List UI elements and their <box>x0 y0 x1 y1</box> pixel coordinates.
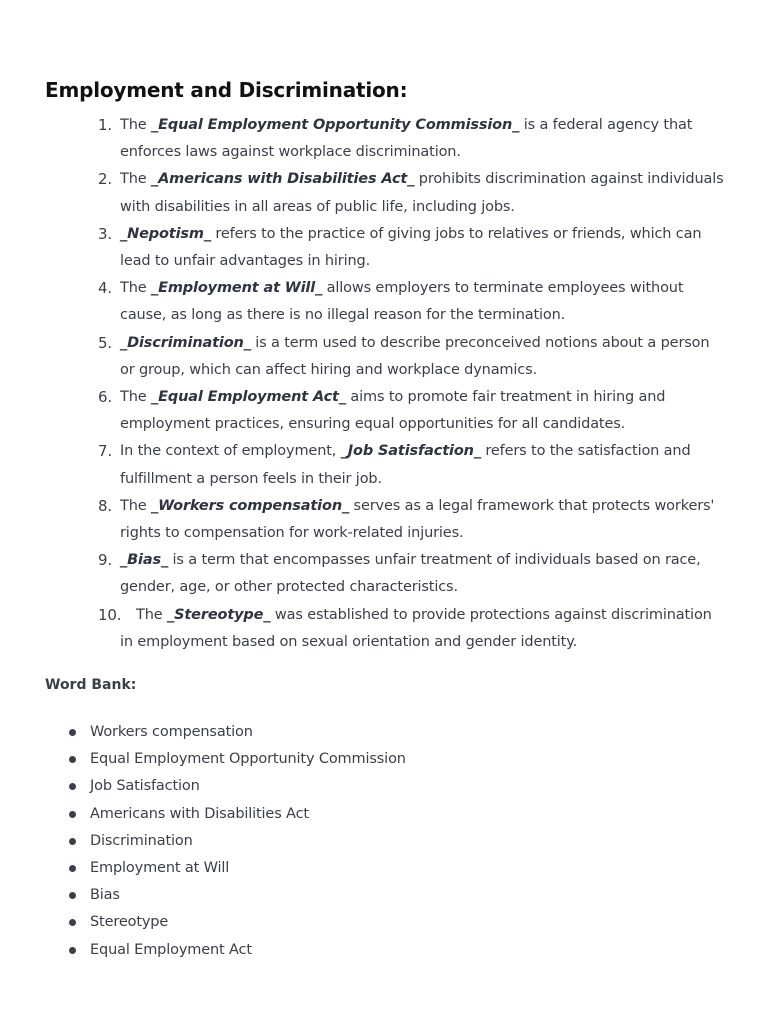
bullet-icon <box>69 756 76 763</box>
question-number: 2. <box>98 170 113 189</box>
bullet-icon <box>69 783 76 790</box>
answer-text: _Discrimination_ <box>120 334 251 351</box>
answer-text: _Equal Employment Act_ <box>150 389 346 406</box>
answer-text: _Job Satisfaction_ <box>340 443 481 460</box>
word-bank-item <box>0 882 406 909</box>
word-bank-term: Workers compensation <box>90 724 253 740</box>
word-bank-item <box>0 801 406 828</box>
question-item <box>0 493 725 547</box>
word-bank-term: Equal Employment Opportunity Commission <box>90 751 406 768</box>
bullet-icon <box>69 729 76 736</box>
question-text-after: is a term that encompasses unfair treatment of individuals based on race, gender, age, or other protected characteristics. <box>120 552 701 596</box>
question-text-after: is a term used to describe preconceived notions about a person or group, which can affect hiring and workplace dynamics. <box>120 334 710 378</box>
word-bank-term: Discrimination <box>90 832 193 849</box>
word-bank-term: Stereotype <box>90 914 169 931</box>
question-text-before: The <box>120 117 151 133</box>
word-bank-term: Employment at Will <box>90 860 230 877</box>
word-bank-item <box>0 746 406 773</box>
word-bank-item <box>0 855 406 882</box>
question-item <box>0 166 725 220</box>
question-number: 8. <box>98 496 113 515</box>
answer-text: _Equal Employment Opportunity Commission_ <box>150 117 520 133</box>
word-bank-term: Equal Employment Act <box>90 941 252 958</box>
question-text-before: The <box>120 280 151 297</box>
word-bank-item <box>0 719 406 746</box>
question-item <box>0 547 725 601</box>
word-bank-item <box>0 773 406 800</box>
word-bank-item <box>0 937 406 964</box>
bullet-icon <box>69 838 76 845</box>
bullet-icon <box>69 865 76 872</box>
question-text-before: The <box>136 606 167 623</box>
answer-text: _Workers compensation_ <box>150 497 350 514</box>
question-text-before: The <box>120 389 151 406</box>
word-bank-item <box>0 828 406 855</box>
question-text-before: The <box>120 497 151 514</box>
question-item <box>0 112 725 166</box>
word-bank-term: Bias <box>90 887 120 904</box>
question-text-after: allows employers to terminate employees without cause, as long as there is no illegal reason for the termination. <box>120 280 684 324</box>
bullet-icon <box>69 811 76 818</box>
question-number: 10. <box>98 605 122 624</box>
question-text-before: The <box>120 171 151 188</box>
question-number: 7. <box>98 442 113 461</box>
page-title: Employment and Discrimination: <box>45 78 408 102</box>
question-number: 6. <box>98 388 113 407</box>
word-bank-list <box>0 719 406 964</box>
question-item <box>0 384 725 438</box>
bullet-icon <box>69 892 76 899</box>
question-item <box>0 221 725 275</box>
question-text-after: is a federal agency that enforces laws against workplace discrimination. <box>120 117 693 161</box>
question-item <box>0 275 725 329</box>
question-number: 9. <box>98 551 113 570</box>
answer-text: _Bias_ <box>120 552 169 569</box>
question-number: 3. <box>98 224 113 243</box>
question-text-after: prohibits discrimination against individuals with disabilities in all areas of public life, including jobs. <box>120 171 724 215</box>
word-bank-term: Job Satisfaction <box>90 778 200 795</box>
question-number: 5. <box>98 333 113 352</box>
word-bank-term: Americans with Disabilities Act <box>90 805 309 822</box>
bullet-icon <box>69 919 76 926</box>
question-number: 4. <box>98 279 113 298</box>
question-text-after: serves as a legal framework that protects workers' rights to compensation for work-related injuries. <box>120 497 715 542</box>
word-bank-label: Word Bank: <box>45 677 137 693</box>
question-text-after: refers to the practice of giving jobs to relatives or friends, which can lead to unfair advantages in hiring. <box>120 225 702 270</box>
question-text-after: aims to promote fair treatment in hiring and employment practices, ensuring equal opportunities for all candidates. <box>120 389 666 433</box>
answer-text: _Stereotype_ <box>166 606 271 623</box>
question-item <box>0 602 725 656</box>
answer-text: _Employment at Will_ <box>150 280 323 297</box>
question-item <box>0 438 725 492</box>
question-text-after: refers to the satisfaction and fulfillment a person feels in their job. <box>120 443 691 487</box>
question-number: 1. <box>98 116 113 134</box>
answer-text: _Nepotism_ <box>120 225 211 242</box>
question-list <box>0 112 768 656</box>
word-bank-item <box>0 909 406 936</box>
question-text-after: was established to provide protections against discrimination in employment based on sexual orientation and gender identity. <box>120 606 712 650</box>
question-text-before: In the context of employment, <box>120 443 341 460</box>
question-item <box>0 330 725 384</box>
answer-text: _Americans with Disabilities Act_ <box>150 171 415 188</box>
bullet-icon <box>69 947 76 954</box>
